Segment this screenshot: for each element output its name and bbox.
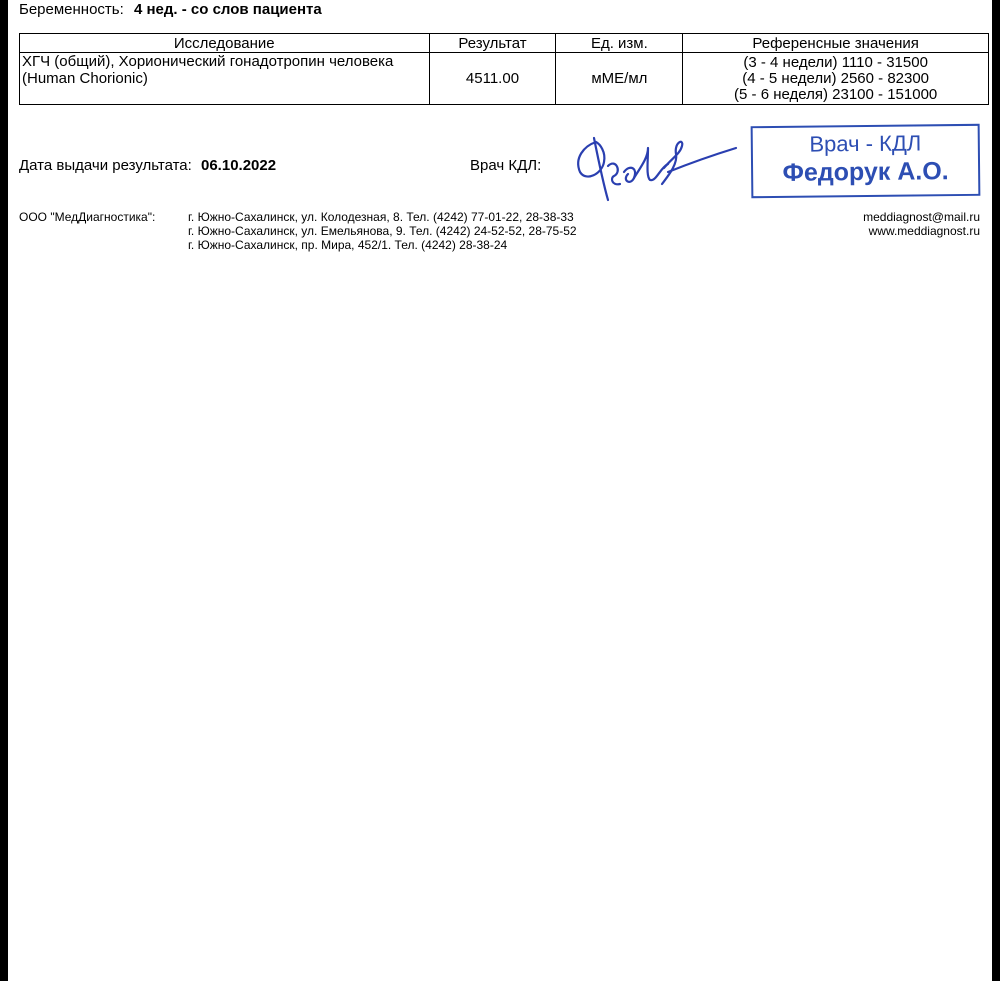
footer-address: г. Южно-Сахалинск, ул. Емельянова, 9. Тел. (4242) 24-52-52, 28-75-52 [188, 224, 577, 238]
doctor-label: Врач КДЛ: [470, 157, 542, 174]
pregnancy-label: Беременность: [19, 1, 124, 18]
reference-line1: (3 - 4 недели) 1110 - 31500 [743, 53, 928, 71]
test-name-line2: (Human Chorionic) [22, 70, 148, 87]
cell-result: 4511.00 [429, 53, 556, 105]
footer-address: г. Южно-Сахалинск, пр. Мира, 452/1. Тел. (4242) 28-38-24 [188, 238, 508, 252]
pregnancy-value: 4 нед. - со слов пациента [133, 1, 322, 18]
footer-organization: ООО "МедДиагностика": [19, 210, 156, 224]
footer-address: г. Южно-Сахалинск, ул. Колодезная, 8. Тел. (4242) 77-01-22, 28-38-33 [188, 210, 574, 224]
header-test: Исследование [20, 34, 430, 53]
stamp-line1: Врач - КДЛ [809, 130, 922, 157]
reference-line3: (5 - 6 неделя) 23100 - 151000 [734, 85, 938, 103]
header-unit: Ед. изм. [556, 34, 683, 53]
issue-date-label: Дата выдачи результата: [19, 157, 192, 174]
footer-addresses [188, 210, 577, 252]
cell-test [20, 53, 430, 105]
issue-date-line [19, 157, 276, 174]
footer-contacts [863, 210, 980, 238]
table-header-row [20, 34, 989, 53]
header-reference: Референсные значения [683, 34, 989, 53]
issue-date-value: 06.10.2022 [201, 157, 277, 174]
footer-website: www.meddiagnost.ru [868, 224, 980, 238]
table-row [20, 53, 989, 105]
doctor-stamp [751, 124, 981, 198]
header-result: Результат [429, 34, 556, 53]
document-page [8, 0, 992, 981]
stamp-line2: Федорук А.О. [782, 157, 949, 187]
test-name-line1: ХГЧ (общий), Хорионический гонадотропин человека [22, 53, 394, 70]
cell-reference [683, 53, 989, 105]
pregnancy-line [19, 1, 322, 18]
footer-email: meddiagnost@mail.ru [863, 210, 980, 224]
signature-icon [564, 128, 744, 210]
reference-line2: (4 - 5 недели) 2560 - 82300 [742, 69, 930, 87]
cell-unit: мМЕ/мл [556, 53, 683, 105]
results-table [19, 33, 989, 105]
